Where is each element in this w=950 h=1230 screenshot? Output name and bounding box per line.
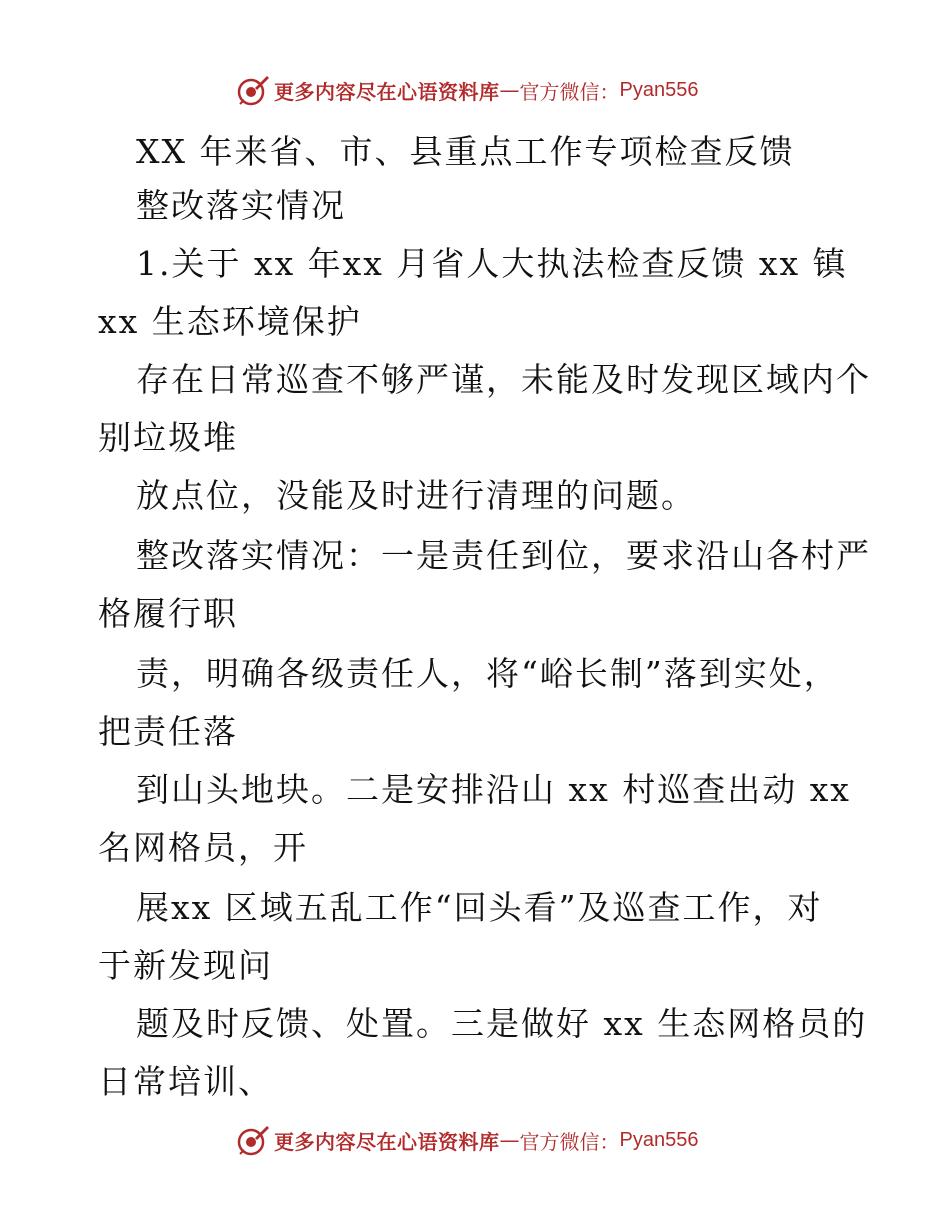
doc-line: 题及时反馈、处置。三是做好 xx 生态网格员的 bbox=[136, 1004, 868, 1043]
banner-wechat-id: Pyan556 bbox=[619, 78, 699, 101]
pen-nib-seal-icon bbox=[236, 73, 270, 107]
doc-line: 别垃圾堆 bbox=[98, 418, 238, 457]
banner-slogan: 更多内容尽在心语资料库 bbox=[274, 79, 500, 104]
banner-wechat-id: Pyan556 bbox=[619, 1128, 699, 1151]
banner-wechat-label: 官方微信： bbox=[519, 1129, 620, 1154]
doc-title-line-1: XX 年来省、市、县重点工作专项检查反馈 bbox=[136, 132, 795, 171]
banner-slogan: 更多内容尽在心语资料库 bbox=[274, 1129, 500, 1154]
doc-line: 名网格员，开 bbox=[98, 828, 308, 867]
doc-line: 责，明确各级责任人，将“峪长制”落到实处， bbox=[136, 654, 839, 693]
banner-wechat-label: 官方微信： bbox=[519, 79, 620, 104]
pen-nib-seal-icon bbox=[236, 1123, 270, 1157]
doc-line: 展xx 区域五乱工作“回头看”及巡查工作，对 bbox=[136, 888, 823, 927]
doc-line: 存在日常巡查不够严谨，未能及时发现区域内个 bbox=[136, 360, 871, 399]
doc-line: xx 生态环境保护 bbox=[98, 302, 362, 341]
doc-line: 格履行职 bbox=[98, 594, 238, 633]
banner-separator: — bbox=[499, 1128, 520, 1152]
doc-line: 把责任落 bbox=[98, 712, 238, 751]
doc-line: 1.关于 xx 年xx 月省人大执法检查反馈 xx 镇 bbox=[136, 244, 848, 283]
doc-line: 放点位，没能及时进行清理的问题。 bbox=[136, 476, 696, 515]
header-banner bbox=[236, 72, 698, 108]
doc-line: 整改落实情况：一是责任到位，要求沿山各村严 bbox=[136, 536, 871, 575]
footer-banner bbox=[236, 1122, 698, 1158]
doc-line: 到山头地块。二是安排沿山 xx 村巡查出动 xx bbox=[136, 770, 851, 809]
doc-title-line-2: 整改落实情况 bbox=[136, 186, 346, 225]
doc-line: 于新发现问 bbox=[98, 946, 273, 985]
doc-line: 日常培训、 bbox=[98, 1062, 273, 1101]
banner-separator: — bbox=[499, 78, 520, 102]
